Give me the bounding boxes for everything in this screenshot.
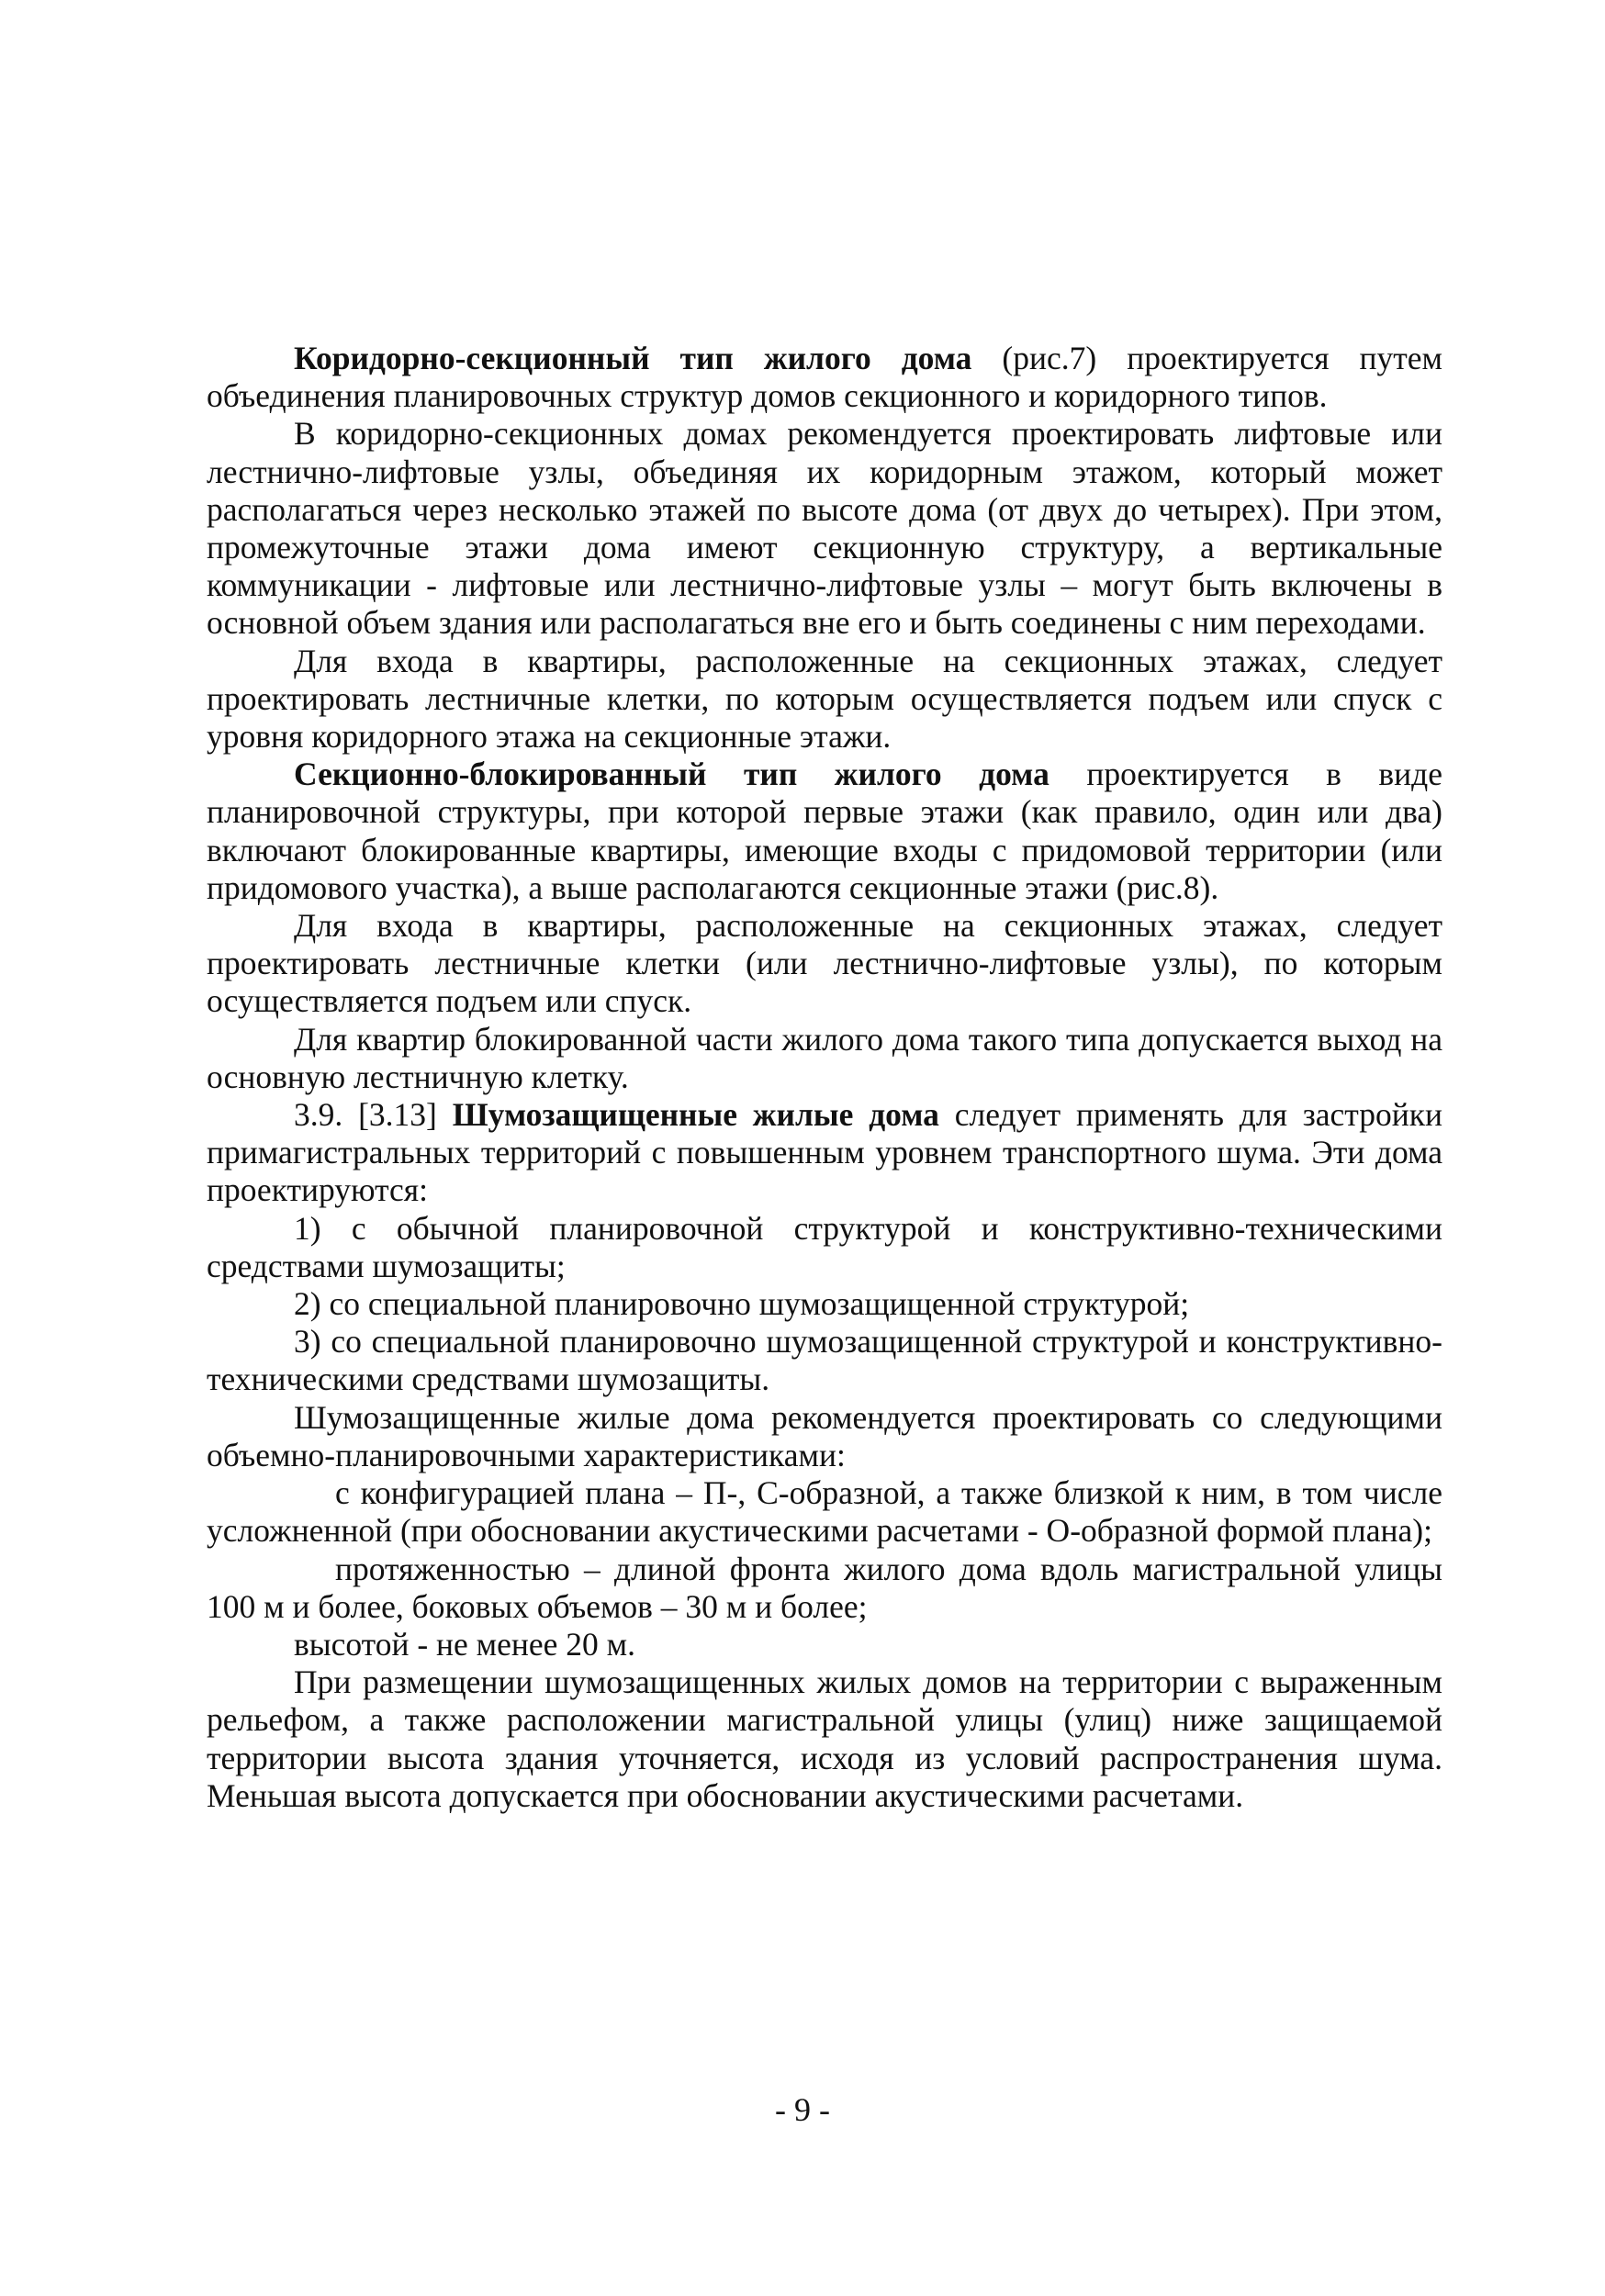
- paragraph-corridor-section-type: [207, 340, 1442, 415]
- paragraph-text: 1) с обычной планировочной структурой и конструктивно-техническими средствами шумозащиты;: [207, 1209, 1442, 1284]
- paragraph-section-blocked-type: [207, 756, 1442, 907]
- paragraph-text: Для входа в квартиры, расположенные на секционных этажах, следует проектировать лестничные клетки, по которым осуществляется подъем или спуск с уровня коридорного этажа на секционные этажи.: [207, 642, 1442, 756]
- paragraph-text: следует применять для застройки примагистральных территорий с повышенным уровнем транспортного шума. Эти дома проектируются:: [207, 1096, 1442, 1209]
- term-corridor-section-type: Коридорно-секционный тип жилого дома: [294, 340, 972, 376]
- paragraph-text: 2) со специальной планировочно шумозащищенной структурой;: [294, 1285, 1190, 1323]
- paragraph-text: При размещении шумозащищенных жилых домов на территории с выраженным рельефом, а также расположении магистральной улицы (улиц) ниже защищаемой территории высота здания уточняется, исходя из условий распространения шума. Меньшая высота допускается при обосновании акустическими расчетами.: [207, 1663, 1442, 1814]
- paragraph-text: высотой - не менее 20 м.: [294, 1625, 635, 1663]
- list-item-3: [207, 1323, 1442, 1398]
- paragraph-terrain: [207, 1663, 1442, 1815]
- paragraph-height: [207, 1626, 1442, 1663]
- paragraph-corridor-section-elevators: [207, 415, 1442, 642]
- paragraph-text: Для входа в квартиры, расположенные на секционных этажах, следует проектировать лестничные клетки (или лестнично-лифтовые узлы), по которым осуществляется подъем или спуск.: [207, 907, 1442, 1020]
- paragraph-noise-protected-houses: [207, 1096, 1442, 1210]
- paragraph-text: В коридорно-секционных домах рекомендуется проектировать лифтовые или лестнично-лифтовые узлы, объединяя их коридорным этажом, который может располагаться через несколько этажей по высоте дома (от двух до четырех). При этом, промежуточные этажи дома имеют секционную структуру, а вертикальные коммуникации - лифтовые или лестнично-лифтовые узлы – могут быть включены в основной объем здания или располагаться вне его и быть соединены с ним переходами.: [207, 415, 1442, 642]
- list-item-1: [207, 1210, 1442, 1285]
- paragraph-section-blocked-entrance: [207, 907, 1442, 1021]
- term-noise-protected-houses: Шумозащищенные жилые дома: [452, 1096, 939, 1134]
- paragraph-text: Для квартир блокированной части жилого дома такого типа допускается выход на основную лестничную клетку.: [207, 1020, 1442, 1095]
- term-section-blocked-type: Секционно-блокированный тип жилого дома: [294, 756, 1049, 793]
- paragraph-text: (рис.7) проектируется путем объединения планировочных структур домов секционного и коридорного типов.: [207, 340, 1443, 415]
- paragraph-text: Шумозащищенные жилые дома рекомендуется проектировать со следующими объемно-планировочными характеристиками:: [207, 1398, 1442, 1473]
- list-item-2: [207, 1285, 1442, 1323]
- paragraph-corridor-section-entrance: [207, 643, 1442, 756]
- paragraph-text: протяженностью – длиной фронта жилого дома вдоль магистральной улицы 100 м и более, боковых объемов – 30 м и более;: [207, 1550, 1442, 1625]
- paragraph-recommended-characteristics: [207, 1399, 1442, 1474]
- paragraph-section-blocked-exit: [207, 1021, 1442, 1096]
- paragraph-plan-configuration: [207, 1474, 1442, 1550]
- page-number: - 9 -: [775, 2091, 830, 2128]
- body-text: [207, 340, 1442, 1815]
- clause-number: 3.9. [3.13]: [294, 1096, 453, 1134]
- paragraph-text: с конфигурацией плана – П-, С-образной, а также близкой к ним, в том числе усложненной (при обосновании акустическими расчетами - О-образной формой плана);: [207, 1474, 1442, 1550]
- paragraph-text: 3) со специальной планировочно шумозащищенной структурой и конструктивно-техническими средствами шумозащиты.: [207, 1323, 1442, 1398]
- paragraph-text: проектируется в виде планировочной структуры, при которой первые этажи (как правило, один или два) включают блокированные квартиры, имеющие входы с придомовой территории (или придомового участка), а выше располагаются секционные этажи (рис.8).: [207, 756, 1442, 906]
- paragraph-length: [207, 1551, 1442, 1626]
